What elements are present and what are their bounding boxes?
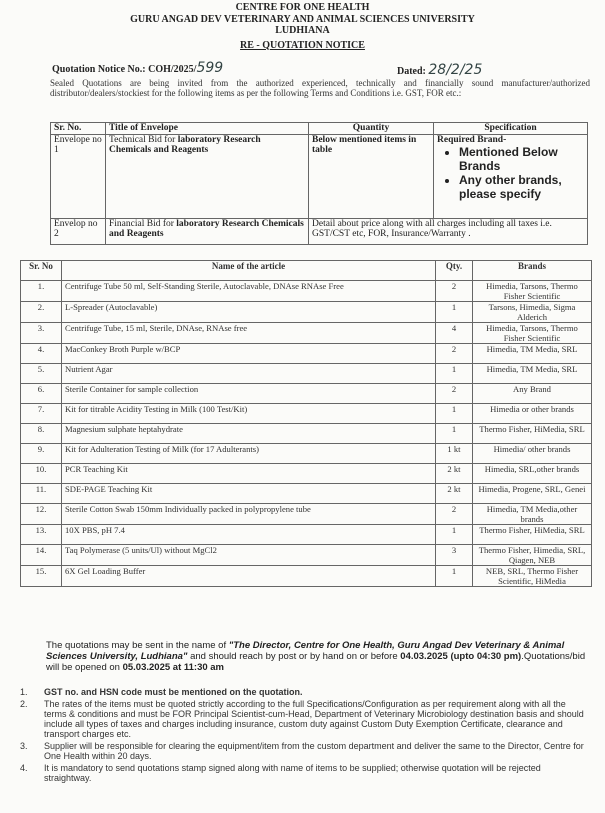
item-name-cell: SDE-PAGE Teaching Kit [62,484,436,504]
item-sr-cell: 4. [21,344,62,364]
item-qty-cell: 1 [436,364,473,384]
envelope-header-row [51,123,588,135]
item-brands-cell: Himedia, TM Media, SRL [473,344,592,364]
term-text: GST no. and HSN code must be mentioned on the quotation. [44,687,303,697]
item-name-cell: Kit for Adulteration Testing of Milk (for 17 Adulterants) [62,444,436,464]
item-sr-cell: 15. [21,566,62,587]
envelope-2-title-prefix: Financial Bid for [109,218,177,229]
term-number: 2. [20,699,28,709]
term-number: 1. [20,687,28,697]
item-brands-cell: Himedia, Progene, SRL, Genei [473,484,592,504]
header-city: LUDHIANA [275,25,330,36]
item-qty-cell: 2 [436,281,473,302]
item-sr-cell: 6. [21,384,62,404]
term-item [20,763,590,783]
table-row [21,444,592,464]
items-table [20,260,592,587]
document-header [0,0,605,51]
item-qty-cell: 1 [436,525,473,545]
table-row [21,323,592,344]
envelope-header-sr: Sr. No. [51,123,106,135]
envelope-header-specification: Specification [434,123,588,135]
send-text-1: The quotations may be sent in the name of [46,640,229,651]
envelope-1-title [106,134,309,218]
table-row [21,566,592,587]
term-number: 4. [20,763,28,773]
term-item [20,687,590,697]
item-name-cell: Magnesium sulphate heptahydrate [62,424,436,444]
spec-item: • Mentioned Below Brands [459,145,584,173]
envelope-header-title: Title of Envelope [106,123,309,135]
envelope-2-title [106,218,309,244]
item-sr-cell: 2. [21,302,62,323]
items-header-row [21,261,592,281]
items-header-sr: Sr. No [21,261,62,281]
item-name-cell: 10X PBS, pH 7.4 [62,525,436,545]
quotation-number-label: Quotation Notice No.: COH/2025/ [52,64,197,75]
header-centre-name: CENTRE FOR ONE HEALTH [235,2,370,13]
item-brands-cell: Tarsons, Himedia, Sigma Alderich [473,302,592,323]
item-brands-cell: Himedia, TM Media,other brands [473,504,592,525]
item-sr-cell: 12. [21,504,62,525]
item-qty-cell: 1 [436,424,473,444]
send-text-3: .Quotations/bid will be opened on [46,651,586,673]
item-qty-cell: 1 [436,404,473,424]
item-sr-cell: 5. [21,364,62,384]
item-sr-cell: 11. [21,484,62,504]
dated-label: Dated: [397,66,426,77]
item-brands-cell: NEB, SRL, Thermo Fisher Scientific, HiMedia [473,566,592,587]
envelope-1-sr: Envelope no 1 [51,134,106,218]
send-deadline: 04.03.2025 (upto 04:30 pm) [400,651,522,662]
term-item [20,741,590,761]
header-university-name: GURU ANGAD DEV VETERINARY AND ANIMAL SCIENCES UNIVERSITY [130,13,475,25]
term-text: The rates of the items must be quoted strictly according to the full Specifications/Configuration as per requirement along with all the terms & conditions and must be FOR Principal Scientist-cum-Head, Department of Veterinary Microbiology destination basis and should include all types of taxes and charges including insurance, custom duty against Custom Duty Exemption Certificate, clearance and transport charges etc. [44,699,584,739]
item-qty-cell: 3 [436,545,473,566]
item-brands-cell: Thermo Fisher, HiMedia, SRL [473,424,592,444]
item-brands-cell: Himedia, TM Media, SRL [473,364,592,384]
table-row [21,484,592,504]
term-number: 3. [20,741,28,751]
table-row [21,424,592,444]
item-name-cell: Kit for titrable Acidity Testing in Milk (100 Test/Kit) [62,404,436,424]
item-qty-cell: 2 [436,344,473,364]
table-row [21,364,592,384]
item-qty-cell: 2 [436,504,473,525]
item-sr-cell: 14. [21,545,62,566]
item-brands-cell: Himedia or other brands [473,404,592,424]
item-name-cell: MacConkey Broth Purple w/BCP [62,344,436,364]
item-qty-cell: 1 [436,302,473,323]
send-text-2: and should reach by post or by hand on or before [187,651,401,662]
table-row [21,464,592,484]
item-sr-cell: 8. [21,424,62,444]
notice-title: RE - QUOTATION NOTICE [240,39,365,51]
table-row [21,404,592,424]
dated-value-handwritten: 28/2/25 [428,62,483,78]
items-table-body [21,281,592,587]
envelope-2-sr: Envelop no 2 [51,218,106,244]
item-name-cell: PCR Teaching Kit [62,464,436,484]
items-header-brands: Brands [473,261,592,281]
item-brands-cell: Himedia/ other brands [473,444,592,464]
table-row [21,545,592,566]
dated-block [397,62,482,78]
item-brands-cell: Himedia, SRL,other brands [473,464,592,484]
item-name-cell: Centrifuge Tube, 15 ml, Sterile, DNAse, RNAse free [62,323,436,344]
item-name-cell: Sterile Cotton Swab 150mm Individually packed in polypropylene tube [62,504,436,525]
spec-title: Required Brand- [437,134,507,145]
item-qty-cell: 2 kt [436,484,473,504]
spec-item: • Any other brands, please specify [459,173,584,201]
item-name-cell: Sterile Container for sample collection [62,384,436,404]
table-row [21,281,592,302]
spec-list [437,145,584,201]
item-name-cell: 6X Gel Loading Buffer [62,566,436,587]
item-brands-cell: Any Brand [473,384,592,404]
submission-instructions [46,640,591,673]
envelope-2-detail: Detail about price along with all charges including all taxes i.e. GST/CST etc, FOR, Insurance/Warranty . [309,218,588,244]
term-item [20,699,590,739]
envelope-1-specification [434,134,588,218]
envelope-1-quantity: Below mentioned items in table [309,134,434,218]
item-qty-cell: 2 kt [436,464,473,484]
item-sr-cell: 7. [21,404,62,424]
terms-list [20,687,590,785]
envelope-row-1 [51,134,588,218]
table-row [21,302,592,323]
items-header-qty: Qty. [436,261,473,281]
item-name-cell: Nutrient Agar [62,364,436,384]
item-sr-cell: 10. [21,464,62,484]
quotation-line [52,60,592,76]
term-text: Supplier will be responsible for clearing the equipment/item from the custom department and deliver the same to the Director, Centre for One Health within 20 days. [44,741,584,761]
item-brands-cell: Himedia, Tarsons, Thermo Fisher Scientific [473,323,592,344]
item-sr-cell: 9. [21,444,62,464]
item-qty-cell: 2 [436,384,473,404]
item-sr-cell: 3. [21,323,62,344]
item-brands-cell: Himedia, Tarsons, Thermo Fisher Scientific [473,281,592,302]
item-qty-cell: 1 kt [436,444,473,464]
envelope-2-title-bold: laboratory Research Chemicals and Reagents [109,218,304,239]
send-addressee: "The Director, Centre for One Health, Guru Angad Dev Veterinary & Animal Sciences University, Ludhiana" [46,640,565,662]
item-name-cell: L-Spreader (Autoclavable) [62,302,436,323]
term-text: It is mandatory to send quotations stamp signed along with name of items to be supplied; otherwise quotation will be rejected straightway. [44,763,541,783]
item-brands-cell: Thermo Fisher, HiMedia, SRL [473,525,592,545]
item-sr-cell: 13. [21,525,62,545]
quotation-number-handwritten: 599 [196,60,224,76]
items-header-name: Name of the article [62,261,436,281]
send-opening-time: 05.03.2025 at 11:30 am [122,662,225,673]
envelope-header-quantity: Quantity [309,123,434,135]
envelope-row-2 [51,218,588,244]
item-name-cell: Centrifuge Tube 50 ml, Self-Standing Sterile, Autoclavable, DNAse RNAse Free [62,281,436,302]
item-qty-cell: 4 [436,323,473,344]
table-row [21,525,592,545]
item-qty-cell: 1 [436,566,473,587]
table-row [21,384,592,404]
table-row [21,504,592,525]
item-sr-cell: 1. [21,281,62,302]
envelope-1-title-prefix: Technical Bid for [109,134,178,145]
item-name-cell: Taq Polymerase (5 units/Ul) without MgCl2 [62,545,436,566]
envelope-1-title-bold: laboratory Research Chemicals and Reagents [109,134,261,155]
intro-paragraph: Sealed Quotations are being invited from the authorized experienced, technically and financially sound manufacturer/authorized distributor/dealers/stockiest for the following items as per the following Terms and Conditions i.e. GST, FOR etc.: [50,78,590,98]
table-row [21,344,592,364]
item-brands-cell: Thermo Fisher, Himedia, SRL, Qiagen, NEB [473,545,592,566]
envelope-table [50,122,588,245]
